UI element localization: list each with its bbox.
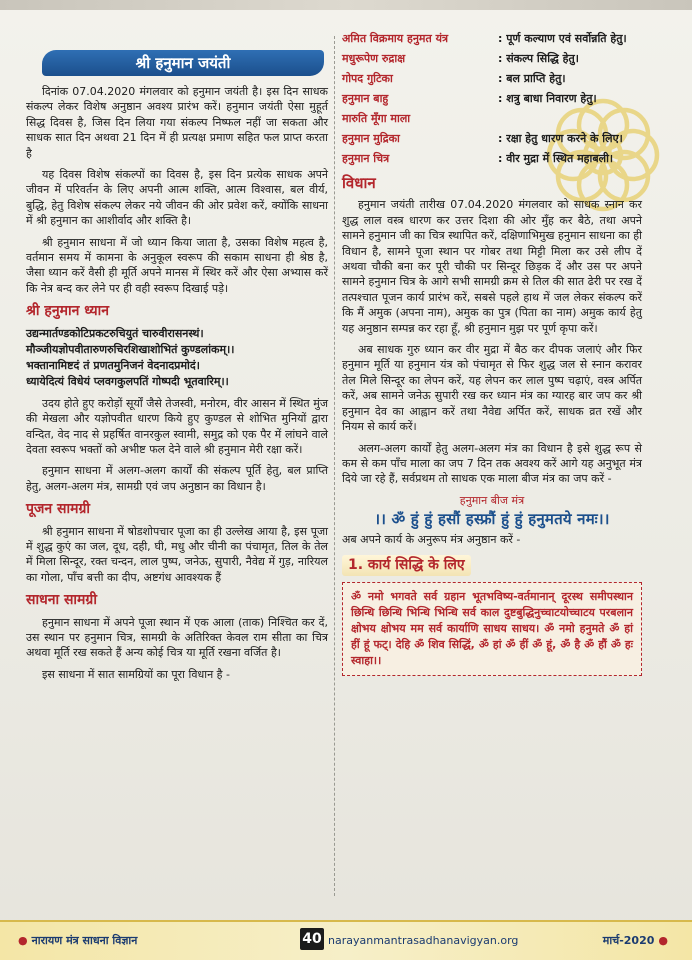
pujan-samagri-heading: पूजन सामग्री (26, 501, 90, 518)
dhyan-mantra (26, 326, 328, 390)
vidhaan-paragraph-3: अलग-अलग कार्यों हेतु अलग-अलग मंत्र का विधान है इसे शुद्ध रूप से कम से कम पाँच माला का जप 7 दिन तक अवश्य करें आगे यह अनुभूत मंत्र दिये जा रहे हैं, सर्वप्रथम तो साधक एक माला बीज मंत्र का जप करें - (342, 441, 642, 486)
intro-paragraph-2: यह दिवस विशेष संकल्पों का दिवस है, इस दिन प्रत्येक साधक अपने जीवन में परिवर्तन के लिए अपनी आत्म शक्ति, आत्म विश्वास, बल वीर्य, बुद्धि, हेतु विशेष संकल्प लेकर नये जीवन की ओर प्रवेश करें, क्योंकि साधना में श्री हनुमान का आशीर्वाद और शक्ति है। (26, 168, 328, 228)
samagri-row (342, 90, 642, 110)
dhyan-line: भक्तानामिष्टदं तं प्रणतमुनिजनं वेदनादप्रमोदं। (26, 358, 200, 372)
dhyan-heading: श्री हनुमान ध्यान (26, 303, 110, 320)
intro-paragraph-1: दिनांक 07.04.2020 मंगलवार को हनुमान जयंती है। इस दिन साधक संकल्प लेकर विशेष अनुष्ठान अवश्य प्रारंभ करें। हनुमान जयंती ऐसा मुहूर्त सिद्ध दिवस है, जिस दिन लिया गया संकल्प निष्फल नहीं जा सकता और साधक सात दिन अथवा 21 दिन में ही प्रत्यक्ष प्रमाण सहित फल प्राप्त करता है (26, 85, 328, 160)
samagri-name: हनुमान बाहु (342, 92, 389, 105)
samagri-row (342, 150, 642, 170)
samagri-row (342, 110, 642, 130)
intro-paragraph-3: श्री हनुमान साधना में जो ध्यान किया जाता है, उसका विशेष महत्व है, वर्तमान समय में कामना के अनुकूल स्वरूप की सकाम साधना ही श्रेष्ठ है, जैसा ध्यान करें वैसी ही मूर्ति अपने मानस में स्थिर करें और ऐसा अभ्यास करें कि नेत्र बन्द कर लेने पर ही वही स्वरूप दिखाई पड़े। (26, 235, 328, 295)
vidhaan-paragraph-1: हनुमान जयंती तारीख 07.04.2020 मंगलवार को साधक स्नान कर शुद्ध लाल वस्त्र धारण कर उत्तर दिशा की ओर मुँह कर बैठे, तथा अपने सामने हनुमान जी का चित्र स्थापित करें, दक्षिणाभिमुख हनुमान साधना का ही विधान है, सामने पूजा स्थान पर गोबर तथा मिट्टी मिला कर उसे लीप दें अथवा चौकी बना कर पूरी चौकी पर सिन्दूर छिड़क दें और उस पर अपने सामने हनुमान चित्र के आगे सभी सामग्री क्रम से तिल की सात ढेरी पर रख दें तत्पश्चात पूजन कार्य प्रारंभ करें, सबसे पहले हाथ में जल लेकर संकल्प करें कि मैं अमुक (अपना नाम), अमुक का पुत्र (पिता का नाम) अमुक कार्य हेतु यह अनुष्ठान सम्पन्न कर रहा हूँ, श्री हनुमान मुझ पर पूर्ण कृपा करें। (342, 198, 642, 335)
dhyan-line: मौञ्जीयज्ञोपवीतारुणरुचिरशिखाशोभितं कुण्डलांकम्।। (26, 342, 235, 356)
dhyan-line: उद्यन्मार्तण्डकोटिप्रकटरुचियुतं चारुवीरासनस्थं। (26, 326, 204, 340)
sadhna-samagri-heading: साधना सामग्री (26, 592, 97, 609)
bullet-icon: ● (658, 934, 668, 947)
right-column (342, 30, 642, 910)
samagri-name: हनुमान चित्र (342, 152, 390, 165)
beej-mantra-title: हनुमान बीज मंत्र (459, 493, 525, 507)
column-divider (334, 36, 335, 896)
pujan-samagri-paragraph: श्री हनुमान साधना में षोडशोपचार पूजा का ही उल्लेख आया है, इस पूजा में शुद्ध कुएं का जल, दूध, दही, घी, मधु और चीनी का पंचामृत, तिल के तेल में मिला सिन्दूर, रक्त चन्दन, लाल पुष्प, जनेऊ, सुपारी, नैवेद्य में गुड़, नारियल का गोला, पाँच बत्ती का दीप, अष्टगंध आवश्यक हैं (26, 524, 328, 584)
sadhna-samagri-paragraph-2: इस साधना में सात सामग्रियों का पूरा विधान है - (42, 667, 230, 681)
dhyan-line: ध्यायेदित्यं विधेयं प्लवगकुलपतिं गोष्पदी भूतवारिम्।। (26, 374, 229, 388)
samagri-purpose: : वीर मुद्रा में स्थित महाबली। (498, 152, 614, 165)
kary-siddhi-heading: 1. कार्य सिद्धि के लिए (342, 555, 471, 576)
samagri-list (342, 30, 642, 170)
footer-bar (0, 920, 692, 960)
samagri-purpose: : पूर्ण कल्याण एवं सर्वोन्नति हेतु। (498, 32, 627, 45)
footer-issue (603, 933, 672, 948)
website-link[interactable]: narayanmantrasadhanavigyan.org (328, 934, 519, 947)
kary-siddhi-mantra: ॐ नमो भगवते सर्व ग्रहान भूतभविष्य-वर्तमानान् दूरस्थ समीपस्थान छिन्धि छिन्धि भिन्धि भिन्धि सर्व काल दुष्टबुद्धिनुच्चाटयोच्चाटय परबलान क्षोभय क्षोभय मम सर्व कार्याणि साधय साधय। ॐ नमो हनुमते ॐ हां हीं हूं फट्। देहि ॐ शिव सिद्धिं, ॐ हां ॐ हीं ॐ हूं, ॐ है ॐ हौं ॐ हः स्वाहा।। (342, 582, 642, 676)
samagri-name: मधुरूपेण रुद्राक्ष (342, 52, 406, 65)
samagri-purpose (492, 110, 642, 130)
vidhaan-paragraph-2: अब साधक गुरु ध्यान कर वीर मुद्रा में बैठ कर दीपक जलाएं और फिर हनुमान मूर्ति या हनुमान यंत्र को पंचामृत से फिर शुद्ध जल से स्नान करावर तेल मिले सिन्दूर का लेपन करें, यह लेपन कर लाल पुष्प चढ़ाएं, वस्त्र अर्पित करें, अब सामने जनेऊ सुपारी रख कर ध्यान मंत्र का ग्यारह बार जप कर श्री हनुमान देव का आह्वान करें तथा नैवेद्य अर्पित करें, साधक व्रत रखें और नियम से कार्य करें। (342, 343, 642, 434)
samagri-row (342, 50, 642, 70)
samagri-name: मारुति मूँगा माला (342, 112, 411, 125)
dhyan-meaning-paragraph: उदय होते हुए करोड़ों सूर्यों जैसे तेजस्वी, मनोरम, वीर आसन में स्थित मुंज की मेखला और यज्ञोपवीत धारण किये हुए कुण्डल से शोभित मुनियों द्वारा वन्दित, वेद नाद से प्रहर्षित वानरकुल स्वामी, समुद्र को एक पैर में लांघने वाले देवता स्वरूप भक्तों को अभीष्ट फल देने वाले श्री हनुमान मेरी रक्षा करें। (26, 396, 328, 456)
dhyan-note-paragraph: हनुमान साधना में अलग-अलग कार्यों की संकल्प पूर्ति हेतु, बल प्राप्ति हेतु, अलग-अलग मंत्र, सामग्री एवं जप अनुष्ठान का विधान है। (26, 464, 328, 493)
samagri-purpose: : रक्षा हेतु धारण करने के लिए। (498, 132, 623, 145)
beej-mantra: ।। ॐ हुं हुं हसौं हस्फ्रौं हुं हुं हनुमतये नमः।। (374, 510, 610, 529)
vidhaan-heading: विधान (342, 174, 376, 192)
issue-date: मार्च-2020 (602, 934, 655, 947)
article-title: श्री हनुमान जयंती (42, 50, 324, 76)
samagri-purpose: : बल प्राप्ति हेतु। (498, 72, 566, 85)
page-number: 40 (300, 928, 324, 950)
top-edge-strip (0, 0, 692, 10)
samagri-name: अमित विक्रमाय हनुमत यंत्र (342, 32, 449, 45)
left-column (26, 30, 328, 910)
footer-magazine-name (14, 933, 137, 948)
samagri-purpose: : शत्रु बाधा निवारण हेतु। (498, 92, 597, 105)
samagri-name: गोपद गुटिका (342, 72, 393, 85)
samagri-row (342, 130, 642, 150)
samagri-row (342, 30, 642, 50)
samagri-name: हनुमान मुद्रिका (342, 132, 400, 145)
after-beej-instruction: अब अपने कार्य के अनुरूप मंत्र अनुष्ठान करें - (342, 532, 521, 546)
bullet-icon: ● (18, 934, 28, 947)
samagri-row (342, 70, 642, 90)
magazine-name: नारायण मंत्र साधना विज्ञान (31, 934, 138, 947)
samagri-purpose: : संकल्प सिद्धि हेतु। (498, 52, 579, 65)
sadhna-samagri-paragraph-1: हनुमान साधना में अपने पूजा स्थान में एक आला (ताक) निश्चित कर दें, उस स्थान पर हनुमान चित्र, सामग्री के अतिरिक्त केवल राम सीता का चित्र अथवा मूर्ति रख सकते हैं अन्य कोई चित्र या मूर्ति रखना वर्जित है। (26, 615, 328, 660)
